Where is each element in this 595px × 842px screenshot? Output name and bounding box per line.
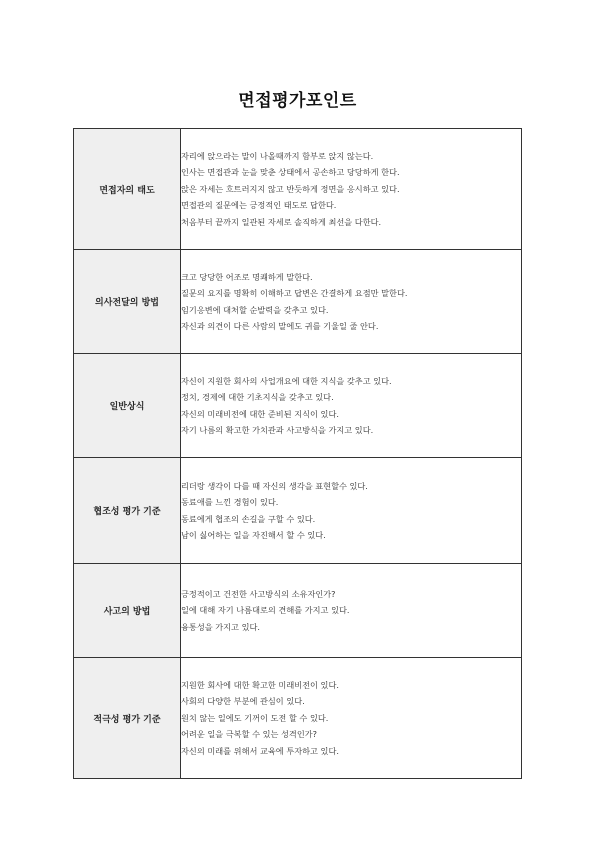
list-item: 동료애를 느낀 경험이 있다.	[181, 497, 279, 508]
list-item: 리더랑 생각이 다를 때 자신의 생각을 표현할수 있다.	[181, 480, 368, 491]
list-item: 질문의 요지를 명확히 이해하고 답변은 간결하게 요점만 말한다.	[181, 288, 408, 299]
list-item: 크고 당당한 어조로 명쾌하게 말한다.	[181, 271, 313, 282]
list-item: 일에 대해 자기 나름대로의 견해를 가지고 있다.	[181, 605, 350, 616]
description-cell	[181, 250, 522, 354]
category-cell: 협조성 평가 기준	[74, 458, 181, 564]
description-cell	[181, 658, 522, 779]
description-cell	[181, 129, 522, 250]
list-item: 자기 나름의 확고한 가치관과 사고방식을 가지고 있다.	[181, 424, 374, 435]
table-row	[74, 658, 522, 779]
list-item: 어려운 일을 극복할 수 있는 성격인가?	[181, 729, 317, 740]
table-row	[74, 354, 522, 458]
list-item: 자신의 미래비전에 대한 준비된 지식이 있다.	[181, 408, 339, 419]
page-title: 면접평가포인트	[238, 91, 357, 111]
category-cell: 적극성 평가 기준	[74, 658, 181, 779]
category-cell: 일반상식	[74, 354, 181, 458]
description-cell	[181, 354, 522, 458]
list-item: 정치, 경제에 대한 기초지식을 갖추고 있다.	[181, 392, 334, 403]
description-cell	[181, 564, 522, 658]
list-item: 앉은 자세는 흐트러지지 않고 반듯하게 정면을 응시하고 있다.	[181, 183, 400, 194]
table-row	[74, 564, 522, 658]
list-item: 자신과 의견이 다른 사람의 말에도 귀를 기울일 줄 안다.	[181, 320, 379, 331]
table-row	[74, 250, 522, 354]
category-cell: 면접자의 태도	[74, 129, 181, 250]
category-cell: 사고의 방법	[74, 564, 181, 658]
list-item: 면접관의 질문에는 긍정적인 태도로 답한다.	[181, 200, 337, 211]
list-item: 자리에 앉으라는 말이 나올때까지 함부로 앉지 않는다.	[181, 150, 374, 161]
list-item: 사회의 다양한 부분에 관심이 있다.	[181, 696, 305, 707]
list-item: 자신의 미래를 위해서 교육에 투자하고 있다.	[181, 745, 339, 756]
table-row	[74, 129, 522, 250]
list-item: 동료에게 협조의 손길을 구할 수 있다.	[181, 513, 316, 524]
list-item: 원치 않는 일에도 기꺼이 도전 할 수 있다.	[181, 712, 329, 723]
description-cell	[181, 458, 522, 564]
list-item: 남이 싫어하는 일을 자진해서 할 수 있다.	[181, 529, 326, 540]
list-item: 지원한 회사에 대한 확고한 미래비전이 있다.	[181, 679, 339, 690]
evaluation-table	[73, 128, 522, 779]
evaluation-table-body	[74, 129, 522, 779]
list-item: 자신이 지원한 회사의 사업개요에 대한 지식을 갖추고 있다.	[181, 375, 392, 386]
list-item: 처음부터 끝까지 일관된 자세로 솔직하게 최선을 다한다.	[181, 216, 382, 227]
table-row	[74, 458, 522, 564]
list-item: 임기응변에 대처할 순발력을 갖추고 있다.	[181, 304, 329, 315]
list-item: 융통성을 가지고 있다.	[181, 621, 260, 632]
list-item: 긍정적이고 건전한 사고방식의 소유자인가?	[181, 588, 336, 599]
category-cell: 의사전달의 방법	[74, 250, 181, 354]
list-item: 인사는 면접관과 눈을 맞춘 상태에서 공손하고 당당하게 한다.	[181, 167, 400, 178]
